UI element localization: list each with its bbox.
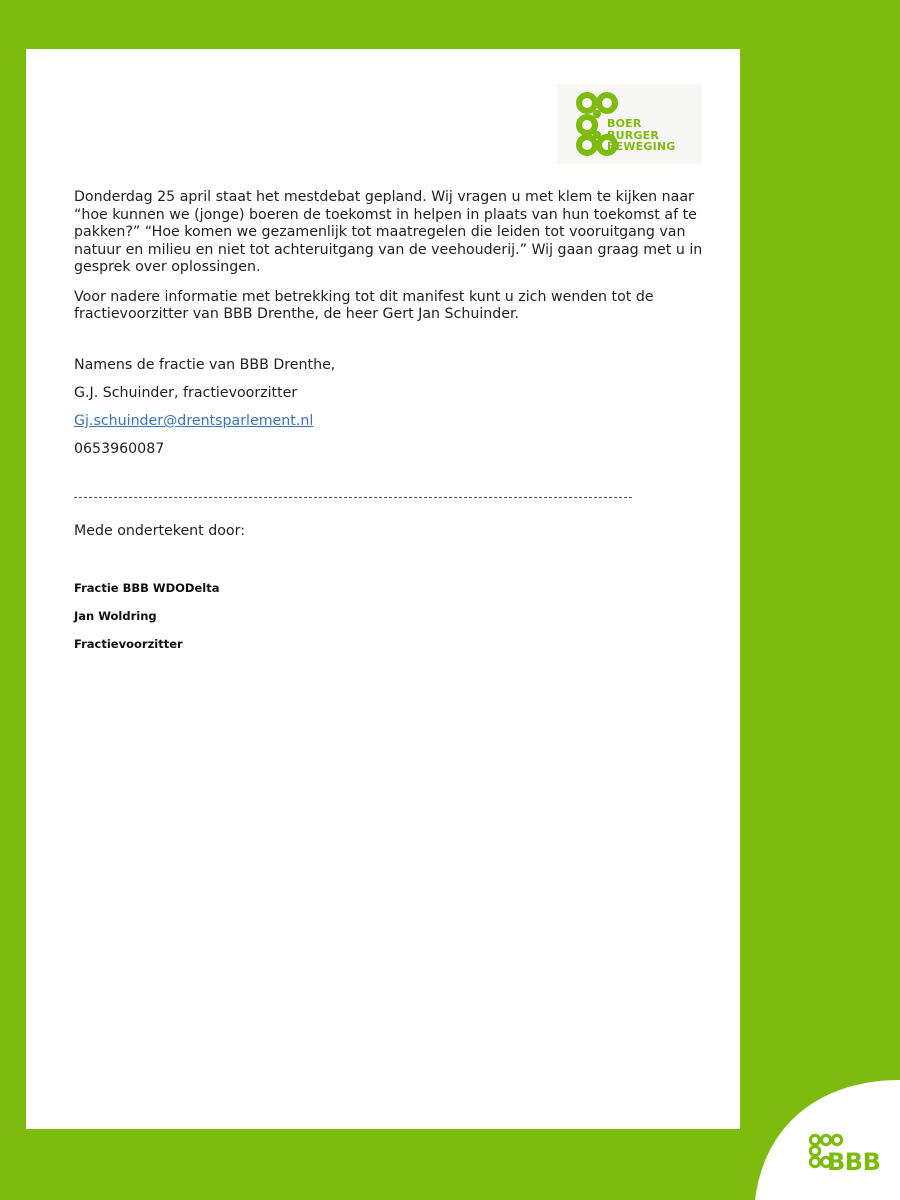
logo-word-beweging: BEWEGING — [607, 140, 676, 153]
cosigner-name: Jan Woldring — [74, 609, 157, 623]
cosigner-role: Fractievoorzitter — [74, 637, 183, 651]
email-link[interactable]: Gj.schuinder@drentsparlement.nl — [74, 413, 314, 429]
corner-bbb-text: BBB — [827, 1148, 881, 1176]
cosigner-group: Fractie BBB WDODelta — [74, 581, 220, 595]
logo-word-burger: BURGER — [607, 128, 659, 142]
letter-body — [74, 189, 714, 336]
logo-wordmark — [607, 118, 676, 153]
closing-line: Namens de fractie van BBB Drenthe, — [74, 357, 336, 373]
logo-word-boer: BOER — [607, 117, 642, 130]
cosigned-label: Mede ondertekent door: — [74, 523, 245, 539]
corner-bbb-badge — [755, 1080, 900, 1200]
letter-page — [26, 49, 740, 1129]
phone-number: 0653960087 — [74, 441, 165, 457]
bbb-logo — [557, 84, 702, 164]
paragraph-mestdebat: Donderdag 25 april staat het mestdebat gepland. Wij vragen u met klem te kijken naar “hoe kunnen we (jonge) boeren de toekomst in helpen in plaats van hun toekomst af te pakken?” “Hoe komen we gezamenlijk tot maatregelen die leiden tot vooruitgang van natuur en milieu en niet tot achteruitgang van de veehouderij.” Wij gaan graag met u in gesprek over oplossingen. — [74, 189, 703, 275]
paragraph-contact-info: Voor nadere informatie met betrekking tot dit manifest kunt u zich wenden tot de fractievoorzitter van BBB Drenthe, de heer Gert Jan Schuinder. — [74, 288, 654, 322]
signer-name: G.J. Schuinder, fractievoorzitter — [74, 385, 298, 401]
dashed-divider — [74, 497, 632, 498]
